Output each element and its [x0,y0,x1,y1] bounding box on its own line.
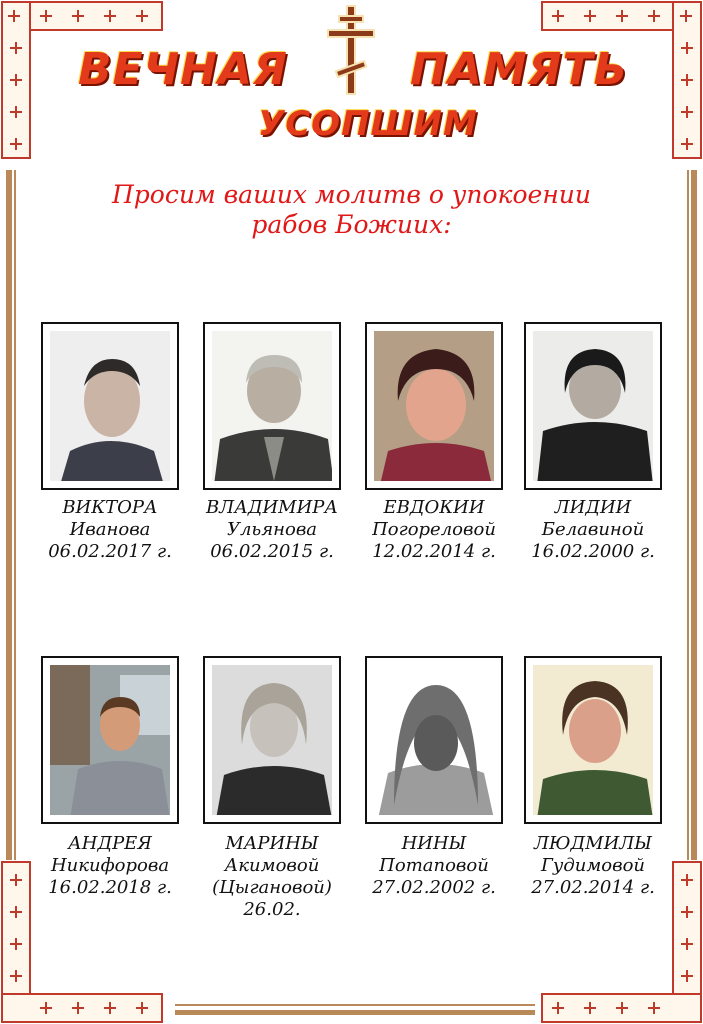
person-date: 27.02.2002 г. [372,877,496,898]
person-surname: Потаповой [379,855,489,876]
caption-evdokia [349,497,519,563]
title-word-3: УСОПШИМ [258,104,478,144]
portrait-image [533,331,653,481]
portrait-image [50,331,170,481]
person-name: ВЛАДИМИРА [205,497,339,518]
title-word-1: ВЕЧНАЯ [78,44,288,95]
portrait-image [374,331,494,481]
photo-evdokia [365,322,503,490]
title-word-2: ПАМЯТЬ [410,44,629,95]
person-date: 12.02.2014 г. [372,541,496,562]
person-name: МАРИНЫ [225,833,319,854]
photo-marina [203,656,341,824]
caption-andrey [25,833,195,899]
person-surname: Гудимовой [540,855,646,876]
person-surname: Никифорова [50,855,170,876]
caption-lidia [508,497,678,563]
border-left-line-thin [14,170,16,860]
person-surname: Белавиной [541,519,645,540]
person-name: ЛИДИИ [554,497,632,518]
photo-nina [365,656,503,824]
person-date: 06.02.2015 г. [210,541,334,562]
portrait-image [50,665,170,815]
person-extra: (Цыгановой) [212,877,332,898]
caption-vladimir [187,497,357,563]
caption-lyudmila [508,833,678,899]
portrait-image [212,665,332,815]
orthodox-cross-icon [322,4,380,96]
border-bottom-line [175,1010,535,1015]
border-right-line [691,170,697,860]
person-name: ЕВДОКИИ [383,497,485,518]
caption-viktor [25,497,195,563]
caption-nina [349,833,519,899]
subtitle-line-2: рабов Божиих: [251,210,452,239]
photo-vladimir [203,322,341,490]
person-date: 27.02.2014 г. [531,877,655,898]
photo-andrey [41,656,179,824]
photo-lyudmila [524,656,662,824]
portrait-image [374,665,494,815]
border-right-line-thin [687,170,689,860]
person-date: 06.02.2017 г. [48,541,172,562]
person-name: НИНЫ [401,833,467,854]
person-surname: Акимовой [224,855,320,876]
person-date: 16.02.2018 г. [48,877,172,898]
person-name: ВИКТОРА [62,497,158,518]
border-bottom-line-thin [175,1004,535,1006]
portrait-image [212,331,332,481]
photo-viktor [41,322,179,490]
portrait-image [533,665,653,815]
person-surname: Ульянова [226,519,318,540]
person-name: ЛЮДМИЛЫ [534,833,652,854]
caption-marina [187,833,357,921]
subtitle-line-1: Просим ваших молитв о упокоении [111,180,592,209]
person-name: АНДРЕЯ [68,833,152,854]
person-surname: Иванова [69,519,151,540]
person-date: 16.02.2000 г. [531,541,655,562]
border-left-line [6,170,12,860]
person-date: 26.02. [243,899,301,920]
photo-lidia [524,322,662,490]
person-surname: Погореловой [372,519,496,540]
